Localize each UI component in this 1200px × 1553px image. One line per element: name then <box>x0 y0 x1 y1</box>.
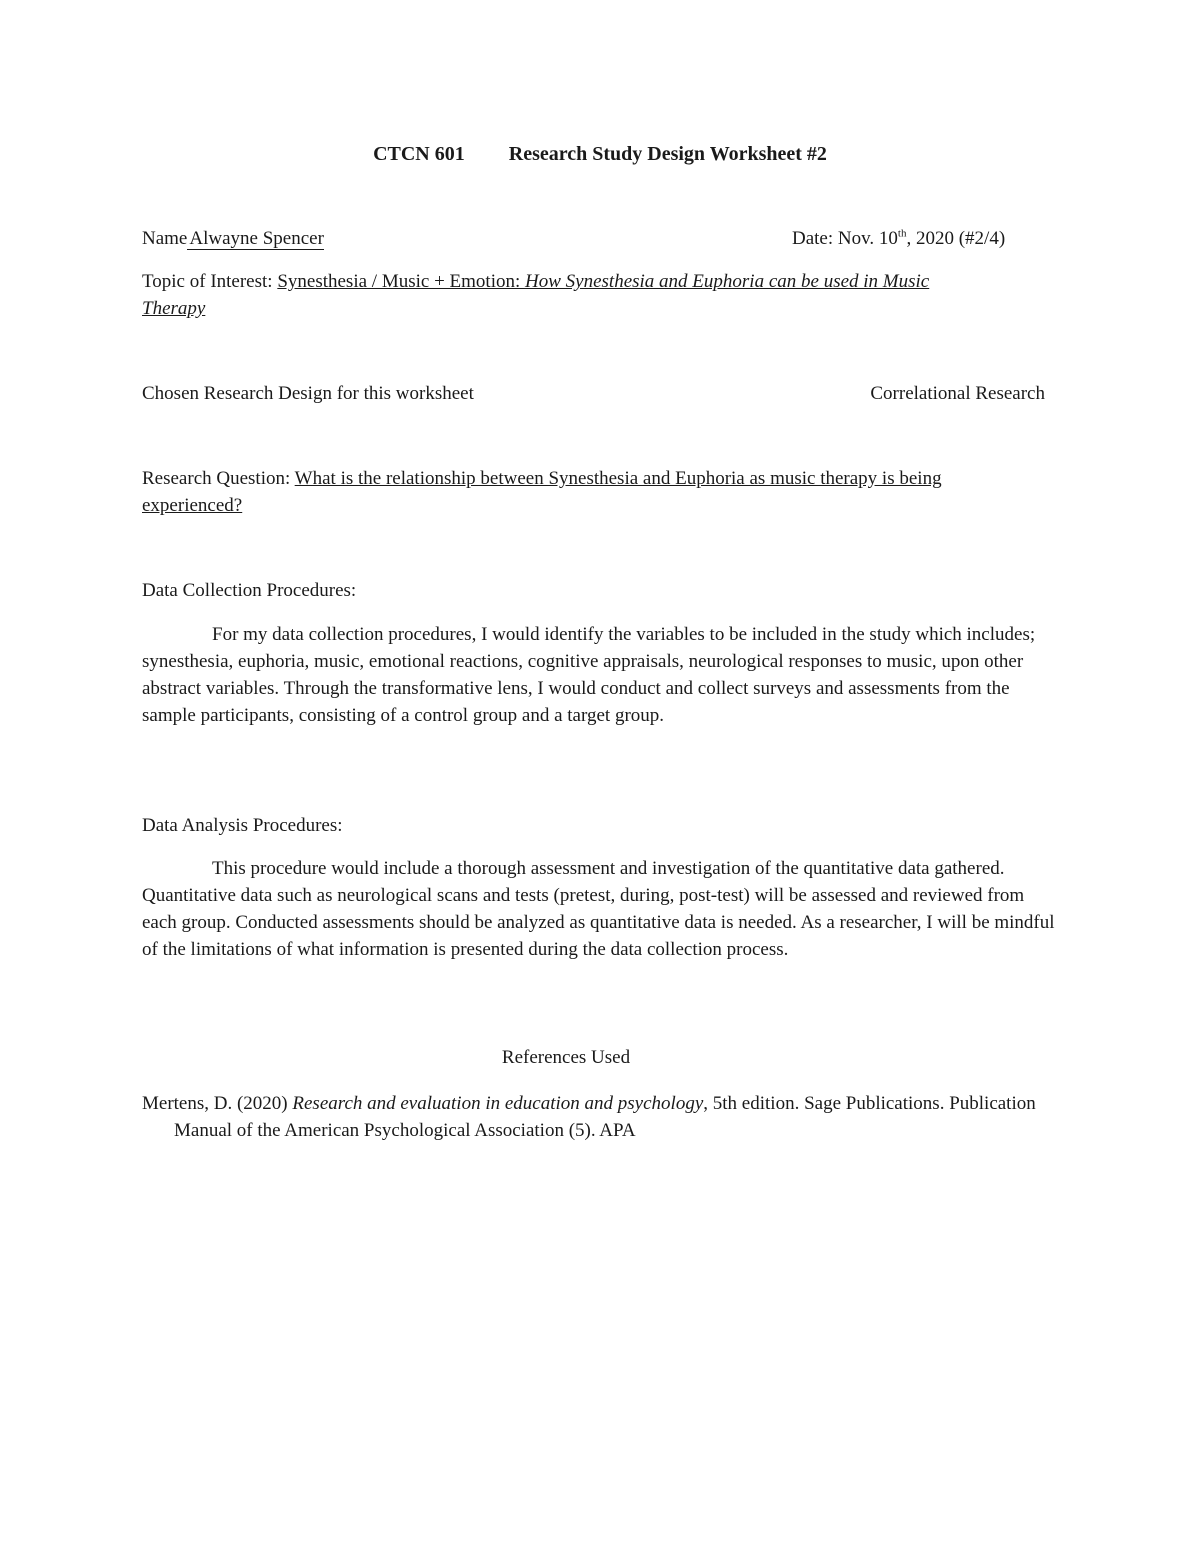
analysis-heading: Data Analysis Procedures: <box>142 815 343 836</box>
name-label: Name <box>142 228 188 249</box>
references-heading: References Used <box>501 1047 631 1068</box>
topic-label: Topic of Interest: <box>142 271 278 292</box>
topic-plain: Synesthesia / Music + Emotion: <box>277 271 526 292</box>
date-line <box>792 228 1005 250</box>
design-value: Correlational Research <box>870 383 1045 404</box>
question-line-2 <box>142 495 242 517</box>
collection-body: For my data collection procedures, I would identify the variables to be included in the study which includes; synesthesia, euphoria, music, emotional reactions, cognitive appraisals, neurological responses to music, upon other abstract variables. Through the transformative lens, I would conduct and collect surveys and assessments from the sample participants, consisting of a control group and a target group. <box>142 624 1036 726</box>
name-line <box>142 228 324 250</box>
question-text-1: What is the relationship between Synesthesia and Euphoria as music therapy is being <box>294 468 942 489</box>
question-text-2: experienced? <box>142 495 243 516</box>
question-label: Research Question: <box>142 468 295 489</box>
design-label: Chosen Research Design for this worksheet <box>142 383 474 404</box>
topic-line-2 <box>142 298 205 320</box>
topic-italic-1: How Synesthesia and Euphoria can be used in Music <box>525 271 930 292</box>
analysis-body: This procedure would include a thorough assessment and investigation of the quantitative data gathered. Quantitative data such as neurological scans and tests (pretest, during, post-test) will be assessed and reviewed from each group. Conducted assessments should be analyzed as quantitative data is needed. As a researcher, I will be mindful of the limitations of what information is presented during the data collection process. <box>142 858 1055 960</box>
course-code: CTCN 601 <box>373 143 465 165</box>
date-value: Nov. 10th, 2020 (#2/4) <box>837 227 1006 249</box>
reference-entry <box>142 1090 1094 1144</box>
topic-italic-2: Therapy <box>142 298 206 319</box>
name-value: Alwayne Spencer <box>189 228 324 249</box>
date-label: Date: <box>792 228 834 249</box>
topic-line-1 <box>142 271 929 293</box>
reference-rest: , 5th edition. Sage Publications. Publication Manual of the American Psychological Association (5). APA <box>174 1093 1036 1141</box>
question-line-1 <box>142 468 942 490</box>
collection-heading: Data Collection Procedures: <box>142 580 357 601</box>
reference-author: Mertens, D. (2020) <box>142 1093 293 1114</box>
document-title <box>0 143 1200 166</box>
reference-title: Research and evaluation in education and psychology <box>292 1093 704 1114</box>
worksheet-title: Research Study Design Worksheet #2 <box>508 143 827 165</box>
